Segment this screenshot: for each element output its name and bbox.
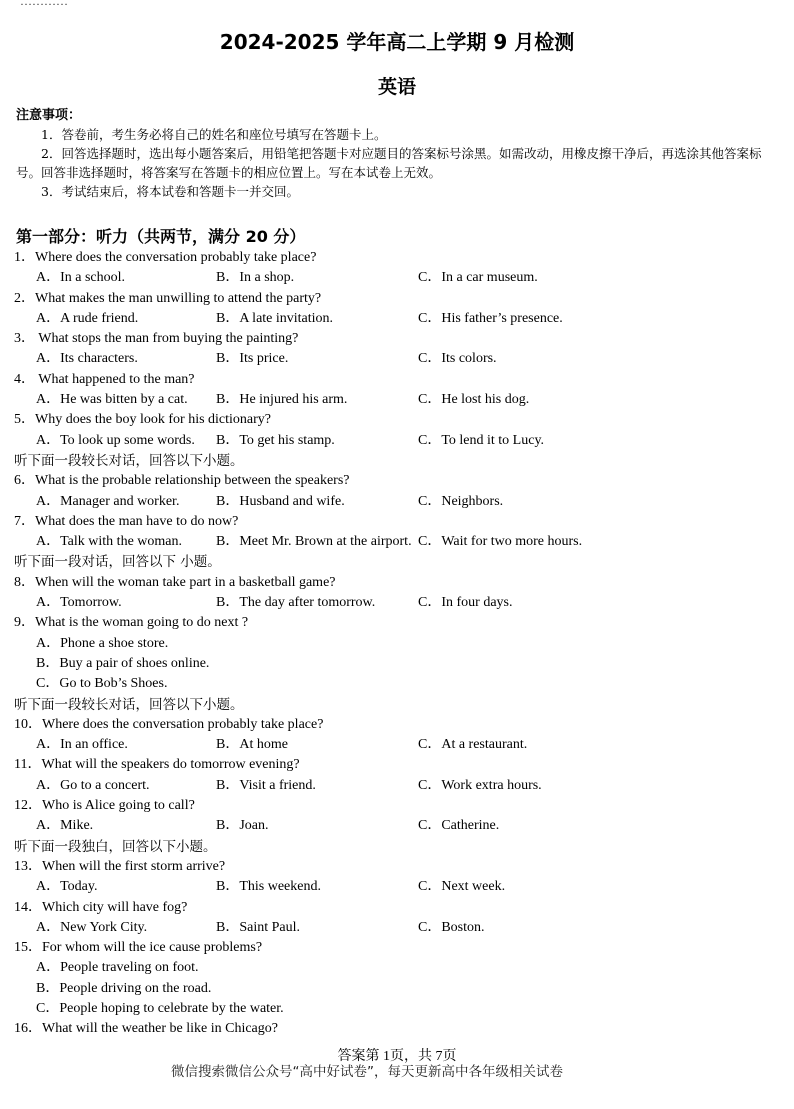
instruction-text: 听下面一段独白，回答以下小题。: [14, 838, 217, 855]
option-text: C．Go to Bob’s Shoes.: [36, 676, 168, 692]
listening-instruction: [14, 693, 784, 713]
question-text: 14．Which city will have fog?: [14, 899, 188, 915]
option-c: C．Neighbors.: [418, 493, 504, 509]
question-text: 7．What does the man have to do now?: [14, 513, 239, 529]
option-a: A．New York City.: [36, 919, 148, 935]
page-number: 答案第 1页，共 7页: [337, 1049, 457, 1064]
section-title: 第一部分：听力（共两节，满分 20 分）: [16, 227, 306, 246]
option-row: [14, 429, 784, 449]
question-list: [14, 246, 784, 1038]
option-text: A．Phone a shoe store.: [36, 635, 169, 651]
question-text: 16．What will the weather be like in Chicago?: [14, 1021, 278, 1037]
option-row: [14, 591, 784, 611]
question-text: 12．Who is Alice going to call?: [14, 798, 195, 814]
option-row: [14, 632, 784, 652]
question-text: 9．What is the woman going to do next ?: [14, 615, 249, 631]
note-item: 3．考试结束后，将本试卷和答题卡一并交回。: [41, 184, 299, 199]
option-b: B．Joan.: [216, 818, 269, 834]
question-text: 13．When will the first storm arrive?: [14, 858, 226, 874]
option-text: B．Buy a pair of shoes online.: [36, 655, 210, 671]
option-a: A．Today.: [36, 879, 98, 895]
question-text: 6．What is the probable relationship between the speakers?: [14, 473, 350, 489]
option-c: C．Wait for two more hours.: [418, 534, 583, 550]
option-a: A．In an office.: [36, 737, 128, 753]
notes-heading: 注意事项：: [16, 108, 82, 123]
option-row: [14, 875, 784, 895]
option-b: B．Saint Paul.: [216, 919, 301, 935]
option-c: C．In a car museum.: [418, 270, 538, 286]
wechat-notice: 微信搜索微信公众号“高中好试卷”，每天更新高中各年级相关试卷: [171, 1064, 563, 1080]
question-stem: [14, 753, 784, 773]
option-c: C．Catherine.: [418, 818, 500, 834]
instruction-text: 听下面一段较长对话，回答以下小题。: [14, 452, 244, 469]
option-b: B．To get his stamp.: [216, 432, 335, 448]
question-stem: [14, 327, 784, 347]
question-stem: [14, 794, 784, 814]
listening-instruction: [14, 835, 784, 855]
question-stem: [14, 287, 784, 307]
option-b: B．He injured his arm.: [216, 392, 348, 408]
option-a: A．Mike.: [36, 818, 94, 834]
option-text: C．People hoping to celebrate by the water.: [36, 1000, 284, 1016]
listening-instruction: [14, 550, 784, 570]
option-row: [14, 977, 784, 997]
instruction-text: 听下面一段较长对话，回答以下小题。: [14, 696, 244, 713]
option-b: B．Meet Mr. Brown at the airport.: [216, 534, 412, 550]
option-b: B．In a shop.: [216, 270, 295, 286]
option-b: B．Husband and wife.: [216, 493, 345, 509]
option-c: C．In four days.: [418, 595, 513, 611]
question-text: 1．Where does the conversation probably take place?: [14, 250, 317, 265]
question-stem: [14, 408, 784, 428]
option-a: A．A rude friend.: [36, 310, 139, 326]
option-c: C．His father’s presence.: [418, 310, 563, 326]
option-text: B．People driving on the road.: [36, 980, 212, 996]
option-row: [14, 347, 784, 367]
exam-notes: [16, 106, 781, 201]
option-b: B．At home: [216, 737, 288, 753]
option-row: [14, 814, 784, 834]
question-text: 4． What happened to the man?: [14, 371, 195, 387]
option-row: [14, 774, 784, 794]
option-c: C．Its colors.: [418, 351, 497, 367]
instruction-text: 听下面一段对话，回答以下 小题。: [14, 554, 221, 571]
option-b: B．This weekend.: [216, 879, 321, 895]
option-b: B．Visit a friend.: [216, 777, 316, 793]
question-text: 5．Why does the boy look for his dictionary?: [14, 412, 272, 428]
question-stem: [14, 510, 784, 530]
cropped-header-fragment: …………: [20, 0, 68, 8]
option-b: B．Its price.: [216, 351, 289, 367]
question-stem: [14, 855, 784, 875]
question-stem: [14, 936, 784, 956]
question-stem: [14, 368, 784, 388]
option-row: [14, 997, 784, 1017]
question-text: 15．For whom will the ice cause problems?: [14, 940, 263, 956]
option-a: A．In a school.: [36, 270, 126, 286]
option-text: A．People traveling on foot.: [36, 960, 199, 976]
option-c: C．Next week.: [418, 879, 506, 895]
question-text: 10．Where does the conversation probably take place?: [14, 716, 324, 732]
option-a: A．To look up some words.: [36, 432, 195, 448]
page-title: 2024-2025 学年高二上学期 9 月检测: [219, 30, 575, 54]
option-a: A．Go to a concert.: [36, 777, 150, 793]
question-text: 2．What makes the man unwilling to attend the party?: [14, 290, 322, 306]
option-row: [14, 388, 784, 408]
option-row: [14, 266, 784, 286]
option-a: A．Tomorrow.: [36, 595, 122, 611]
question-text: 11．What will the speakers do tomorrow evening?: [14, 757, 300, 773]
option-row: [14, 733, 784, 753]
question-stem: [14, 611, 784, 631]
option-b: B．A late invitation.: [216, 310, 334, 326]
option-b: B．The day after tomorrow.: [216, 595, 376, 611]
question-stem: [14, 246, 784, 266]
option-row: [14, 490, 784, 510]
question-stem: [14, 1017, 784, 1037]
listening-instruction: [14, 449, 784, 469]
question-stem: [14, 713, 784, 733]
option-row: [14, 956, 784, 976]
question-text: 8．When will the woman take part in a basketball game?: [14, 574, 336, 590]
option-c: C．At a restaurant.: [418, 737, 528, 753]
note-item: 1．答卷前，考生务必将自己的姓名和座位号填写在答题卡上。: [41, 127, 387, 142]
option-a: A．He was bitten by a cat.: [36, 392, 188, 408]
option-row: [14, 672, 784, 692]
question-stem: [14, 571, 784, 591]
option-a: A．Its characters.: [36, 351, 138, 367]
option-c: C．He lost his dog.: [418, 392, 530, 408]
option-a: A．Manager and worker.: [36, 493, 180, 509]
subject-title: 英语: [377, 76, 416, 98]
option-row: [14, 530, 784, 550]
option-c: C．Boston.: [418, 919, 485, 935]
note-item: 2．回答选择题时，选出每小题答案后，用铅笔把答题卡对应题目的答案标号涂黑。如需改动，用橡皮擦干净后，再选涂其他答案标号。回答非选择题时，将答案写在答题卡的相应位置上。写在本试卷上无效。: [16, 146, 762, 180]
question-stem: [14, 896, 784, 916]
question-stem: [14, 469, 784, 489]
option-row: [14, 307, 784, 327]
question-text: 3． What stops the man from buying the painting?: [14, 331, 299, 347]
option-c: C．To lend it to Lucy.: [418, 432, 545, 448]
option-row: [14, 916, 784, 936]
option-c: C．Work extra hours.: [418, 777, 542, 793]
option-a: A．Talk with the woman.: [36, 534, 182, 550]
option-row: [14, 652, 784, 672]
